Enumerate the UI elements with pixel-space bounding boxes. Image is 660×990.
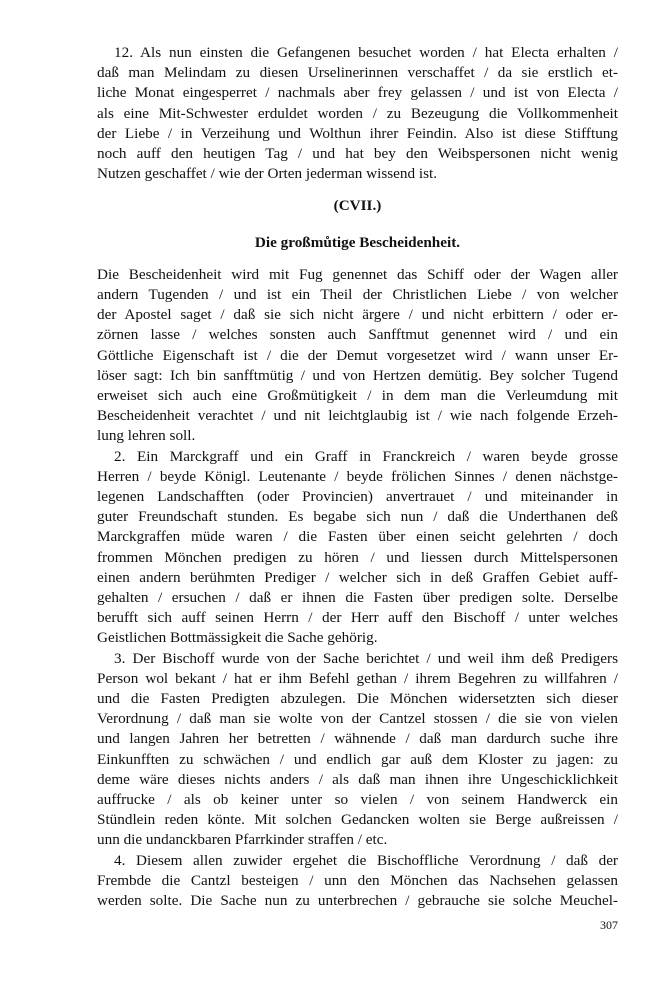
page-number: 307 bbox=[600, 918, 618, 933]
text-line: Frembde die Cantzl besteigen / unn den Mönchen das Nachsehen gelassen bbox=[97, 871, 618, 889]
text-line: noch auff den heutigen Tag / und hat bey den Weibspersonen nicht wenig bbox=[97, 145, 618, 162]
text-line: Bescheidenheit verachtet / und nit leichtglaubig ist / wie nach folgende Erzeh- bbox=[97, 407, 618, 425]
text-line: und die Fasten Predigten abzulegen. Die Mönchen widersetzten sich dieser bbox=[97, 690, 618, 707]
text-line: liche Monat eingesperret / nachmals aber frey gelassen / und ist von Electa / bbox=[97, 84, 618, 102]
text-line: Die Bescheidenheit wird mit Fug genennet das Schiff oder der Wagen aller bbox=[97, 265, 618, 283]
text-line: und langen Jahren her betretten / wähnende / daß man dardurch suche ihre bbox=[97, 730, 618, 748]
text-line: Einkunfften zu schwächen / und endlich gar auß dem Kloster zu jagen: zu bbox=[97, 750, 618, 768]
text-line: einen andern berühmten Prediger / welcher sich in deß Graffen Gebiet auff- bbox=[97, 568, 618, 586]
text-line: daß man Melindam zu diesen Urselinerinnen verschaffet / da sie erstlich et- bbox=[97, 64, 618, 82]
text-line: frommen Mönchen predigen zu hören / und liessen durch Mittelspersonen bbox=[97, 548, 618, 566]
text-line: zörnen lasse / welches sonsten auch Sanfftmut genennet wird / und ein bbox=[97, 326, 618, 344]
text-line: 2. Ein Marckgraff und ein Graff in Franckreich / waren beyde grosse bbox=[114, 447, 618, 465]
text-line: Geistlichen Bottmässigkeit die Sache gehörig. bbox=[97, 629, 378, 647]
text-line: gehalten / ersuchen / daß er ihnen die Fasten über predigen solte. Derselbe bbox=[97, 589, 618, 606]
text-line: 4. Diesem allen zuwider ergehet die Bischoffliche Verordnung / daß der bbox=[114, 851, 618, 869]
text-line: 3. Der Bischoff wurde von der Sache berichtet / und weil ihm deß Predigers bbox=[114, 649, 618, 667]
text-line: berufft sich auff seinen Herrn / der Herr auff den Bischoff / unter welches bbox=[97, 609, 618, 627]
text-line: Person wol bekant / hat er ihm Befehl gethan / ihrem Begehren zu willfahren / bbox=[97, 669, 618, 687]
chapter-title: Die großmůtige Bescheidenheit. bbox=[254, 233, 461, 251]
text-line: der Apostel saget / daß sie sich nicht ärgere / und nicht erbittern / oder er- bbox=[97, 306, 618, 324]
text-line: als eine Mit-Schwester erduldet worden / zu Bezeugung die Vollkommenheit bbox=[97, 104, 618, 122]
text-line: deme wäre dieses nichts anders / als daß man ihnen ihre Ungeschicklichkeit bbox=[97, 770, 618, 788]
text-line: auffrucke / als ob keiner unter so vielen / von seinem Handwerck ein bbox=[97, 791, 618, 808]
text-line: der Liebe / in Verzeihung und Wolthun ihrer Feindin. Also ist diese Stifftung bbox=[97, 124, 618, 142]
text-line: lung lehren soll. bbox=[97, 427, 196, 445]
text-line: Verordnung / daß man sie wolte von der Cantzel stossen / die sie von vielen bbox=[97, 710, 618, 728]
text-line: 12. Als nun einsten die Gefangenen besuchet worden / hat Electa erhalten / bbox=[114, 44, 618, 61]
text-line: erweiset sich auch eine Großmütigkeit / in dem man die Verleumdung mit bbox=[97, 387, 618, 404]
text-line: Nutzen geschaffet / wie der Orten jederman wissend ist. bbox=[97, 165, 438, 183]
text-line: Göttliche Eigenschaft ist / die der Demut vorgesetzet wird / wann unser Er- bbox=[97, 346, 618, 364]
text-line: guter Freundschaft stunden. Es begabe sich nun / daß die Underthanen deß bbox=[97, 508, 618, 526]
text-line: werden solte. Die Sache nun zu unterbrechen / gebrauche sie solche Meuchel- bbox=[97, 892, 618, 909]
text-line: unn die undanckbaren Pfarrkinder straffen / etc. bbox=[97, 831, 388, 849]
text-line: Herren / beyde Königl. Leutenante / beyde frölichen Sinnes / denen nächstge- bbox=[97, 467, 618, 485]
text-line: löser sagt: Ich bin sanfftmütig / und von Hertzen demütig. Bey solcher Tugend bbox=[97, 366, 618, 384]
text-line: legenen Landschafften (oder Provincien) anvertrauet / und miteinander in bbox=[97, 488, 618, 505]
text-line: andern Tugenden / und ist ein Theil der Christlichen Liebe / von welcher bbox=[97, 286, 618, 303]
text-line: Stündlein reden könte. Mit solchen Gedancken wolten sie Berge außreissen / bbox=[97, 811, 618, 829]
text-line: Marckgraffen müde waren / die Fasten über einen seicht gelehrten / doch bbox=[97, 528, 618, 546]
chapter-number: (CVII.) bbox=[333, 197, 382, 215]
